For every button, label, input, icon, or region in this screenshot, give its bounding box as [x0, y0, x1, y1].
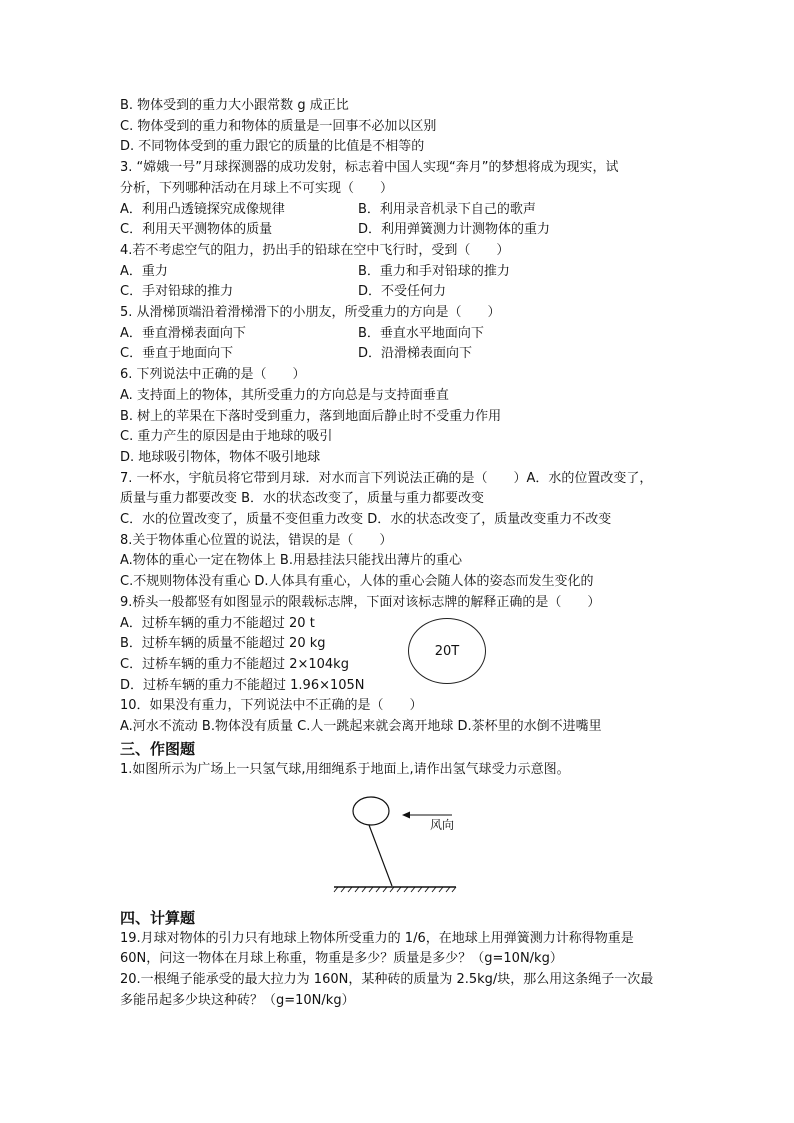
option-a: A．重力 — [120, 263, 168, 279]
option-b: B．重力和手对铅球的推力 — [358, 263, 510, 279]
text-line: 6. 下列说法中正确的是（ ） — [120, 367, 306, 383]
question-4-options — [120, 282, 680, 303]
option-a: A．垂直滑梯表面向下 — [120, 325, 246, 341]
option-a: A．利用凸透镜探究成像规律 — [120, 201, 285, 217]
question-4-options — [120, 262, 680, 283]
text-line: A.河水不流动 B.物体没有质量 C.人一跳起来就会离开地球 D.茶杯里的水倒不进嘴里 — [120, 719, 602, 735]
question-3-stem: 分析，下列哪种活动在月球上不可实现（ ） — [120, 180, 394, 196]
balloon — [353, 797, 389, 825]
text-line: C．水的位置改变了，质量不变但重力改变 D．水的状态改变了，质量改变重力不改变 — [120, 512, 612, 528]
calc-line: 60N，问这一物体在月球上称重，物重是多少？质量是多少？（g=10N/kg） — [120, 951, 563, 967]
option-b: B．垂直水平地面向下 — [358, 325, 484, 341]
option-b: B．利用录音机录下自己的歌声 — [358, 201, 536, 217]
text-line: 质量与重力都要改变 B．水的状态改变了，质量与重力都要改变 — [120, 491, 485, 507]
balloon-diagram — [330, 796, 460, 898]
text-line: B．过桥车辆的质量不能超过 20 kg — [120, 636, 326, 652]
drawing-question-1: 1.如图所示为广场上一只氢气球,用细绳系于地面上,请作出氢气球受力示意图。 — [120, 761, 570, 777]
question-3-options — [120, 220, 680, 241]
text-line: D. 不同物体受到的重力跟它的质量的比值是不相等的 — [120, 139, 425, 155]
section-3-title: 三、作图题 — [120, 739, 196, 758]
calc-line: 19.月球对物体的引力只有地球上物体所受重力的 1/6，在地球上用弹簧测力计称得物重是 — [120, 930, 634, 946]
text-line: D. 地球吸引物体，物体不吸引地球 — [120, 449, 321, 465]
calc-line: 多能吊起多少块这种砖？（g=10N/kg） — [120, 992, 355, 1008]
text-line: 7. 一杯水，宇航员将它带到月球．对水而言下列说法正确的是（ ）A．水的位置改变了， — [120, 470, 653, 486]
balloon-string — [369, 825, 392, 886]
text-line: A. 支持面上的物体，其所受重力的方向总是与支持面垂直 — [120, 387, 449, 403]
text-line: A.物体的重心一定在物体上 B.用悬挂法只能找出薄片的重心 — [120, 553, 462, 569]
option-d: D．利用弹簧测力计测物体的重力 — [358, 222, 551, 238]
option-c: C．手对铅球的推力 — [120, 284, 234, 300]
text-line: C.不规则物体没有重心 D.人体具有重心，人体的重心会随人体的姿态而发生变化的 — [120, 574, 594, 590]
question-5-options — [120, 324, 680, 345]
option-c: C．垂直于地面向下 — [120, 346, 234, 362]
wind-direction-label: 风向 — [430, 818, 455, 832]
text-line: B. 物体受到的重力大小跟常数 g 成正比 — [120, 98, 349, 113]
question-3-options — [120, 200, 680, 221]
question-3-stem: 3. “嫦娥一号”月球探测器的成功发射，标志着中国人实现“奔月”的梦想将成为现实，试 — [120, 160, 619, 176]
load-limit-sign — [408, 618, 486, 684]
calc-line: 20.一根绳子能承受的最大拉力为 160N，某种砖的质量为 2.5kg/块，那么用这条绳子一次最 — [120, 971, 654, 987]
text-line: 8.关于物体重心位置的说法，错误的是（ ） — [120, 532, 393, 548]
option-c: C．利用天平测物体的质量 — [120, 222, 273, 238]
option-d: D．沿滑梯表面向下 — [358, 346, 473, 362]
section-4-title: 四、计算题 — [120, 908, 196, 927]
text-line: 10．如果没有重力，下列说法中不正确的是（ ） — [120, 698, 423, 714]
text-line: C. 物体受到的重力和物体的质量是一回事不必加以区别 — [120, 118, 437, 134]
ground-hatch — [334, 887, 456, 892]
text-line: A．过桥车辆的重力不能超过 20 t — [120, 615, 315, 631]
option-d: D．不受任何力 — [358, 284, 447, 300]
question-5-options — [120, 344, 680, 365]
question-4-stem: 4.若不考虑空气的阻力，扔出手的铅球在空中飞行时，受到（ ） — [120, 242, 510, 258]
text-line: 9.桥头一般都竖有如图显示的限载标志牌，下面对该标志牌的解释正确的是（ ） — [120, 594, 601, 610]
question-5-stem: 5. 从滑梯顶端沿着滑梯滑下的小朋友，所受重力的方向是（ ） — [120, 305, 501, 321]
text-line: C. 重力产生的原因是由于地球的吸引 — [120, 429, 333, 445]
text-line: B. 树上的苹果在下落时受到重力，落到地面后静止时不受重力作用 — [120, 408, 502, 424]
load-limit-sign-figure — [408, 618, 486, 684]
sign-text: 20T — [434, 643, 460, 659]
text-line: C．过桥车辆的重力不能超过 2×104kg — [120, 656, 349, 672]
text-line: D．过桥车辆的重力不能超过 1.96×105N — [120, 677, 365, 693]
